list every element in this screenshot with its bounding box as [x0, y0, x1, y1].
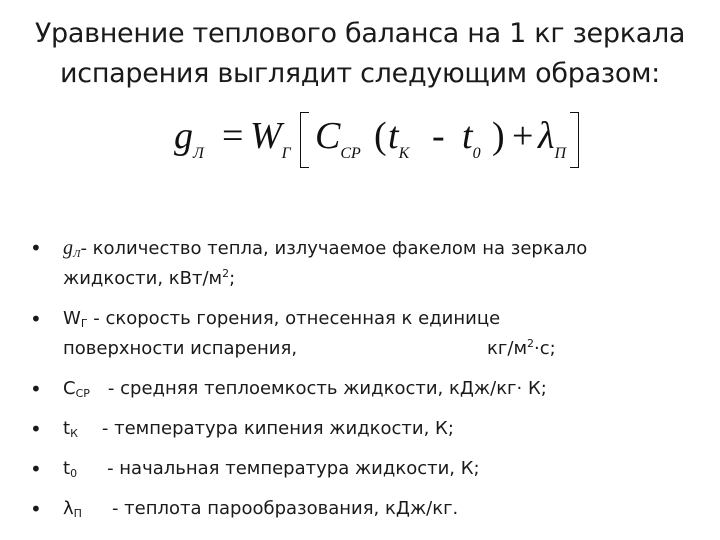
formula-right-bracket — [570, 112, 579, 168]
symbol-W: W — [63, 308, 81, 329]
formula-left-bracket — [300, 112, 309, 168]
formula-minus: - — [432, 115, 445, 157]
formula-close-paren: ) — [492, 115, 505, 157]
bullet: • — [30, 307, 42, 331]
formula-tK: $t_К$ — [388, 115, 410, 162]
symbol-t0: t — [63, 458, 71, 479]
list-item: • WГ - скорость горения, отнесенная к единице поверхности испарения, $кг/м^2\cdot с$; — [30, 307, 556, 359]
list-item: • tК - температура кипения жидкости, К; — [30, 417, 454, 441]
slide-title — [20, 14, 700, 94]
symbol-lambda: λ — [63, 498, 74, 519]
list-item: • λП - теплота парообразования, кДж/кг. — [30, 497, 459, 521]
formula-lambda: $\lambda_П$ — [538, 115, 567, 162]
formula-t0: $t_0$ — [462, 115, 481, 162]
title-line-1: Уравнение теплового баланса на 1 кг зеркала — [34, 18, 686, 49]
list-item: • ССР - средняя теплоемкость жидкости, кДж/кг· К; — [30, 377, 547, 401]
symbol-C: С — [63, 378, 76, 399]
bullet: • — [30, 417, 42, 441]
bullet: • — [30, 377, 42, 401]
formula-W: $W_Г$ — [250, 115, 291, 162]
formula-open-paren: ( — [374, 115, 387, 157]
title-line-2: испарения выглядит следующим образом: — [60, 58, 660, 89]
formula-equals: = — [222, 115, 244, 157]
formula-g: $g_Л$ — [174, 115, 204, 162]
formula-plus: + — [512, 115, 534, 157]
list-item: • gЛ- количество тепла, излучаемое факелом на зеркало жидкости, кВт/$м^2$; — [30, 236, 588, 289]
bullet: • — [30, 236, 42, 260]
symbol-g: g — [63, 237, 73, 259]
heat-balance-formula — [170, 112, 590, 172]
bullet: • — [30, 457, 42, 481]
symbol-tK: t — [63, 418, 71, 439]
bullet: • — [30, 497, 42, 521]
list-item: • t0 - начальная температура жидкости, К; — [30, 457, 480, 481]
formula-C: $C_{СР}$ — [315, 115, 361, 162]
definitions-list — [30, 234, 700, 535]
